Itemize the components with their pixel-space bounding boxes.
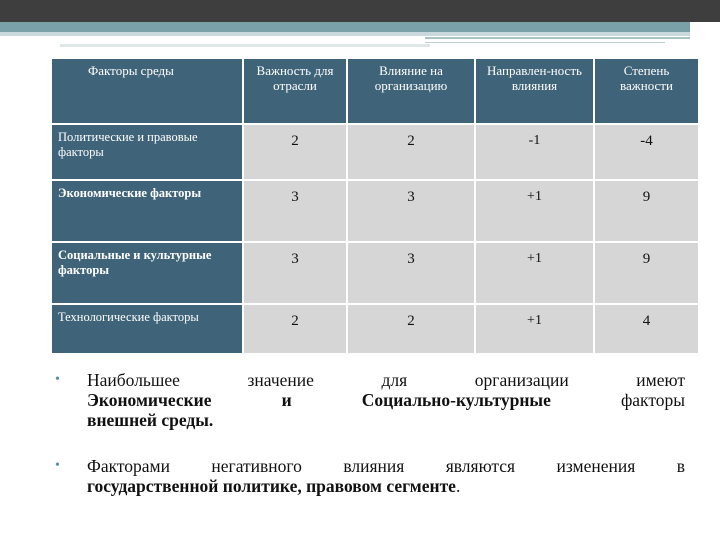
cell-importance: 2 (244, 125, 346, 179)
cell-influence: 3 (348, 243, 474, 303)
cell-degree: 9 (595, 243, 698, 303)
bullet-1-mid: факторы (620, 390, 686, 410)
top-light-band (0, 32, 720, 36)
decor-line (425, 37, 720, 39)
header-degree: Степень важности (595, 59, 698, 123)
table-row (52, 305, 698, 353)
bullet-2-bold: государственной политике, правовом сегменте (87, 476, 456, 496)
header-influence: Влияние на организацию (348, 59, 474, 123)
cell-importance: 3 (244, 181, 346, 241)
table-row (52, 125, 698, 179)
row-label: Технологические факторы (52, 305, 242, 353)
cell-influence: 2 (348, 125, 474, 179)
cell-importance: 3 (244, 243, 346, 303)
bullet-1-bold-factors: Экономические и Социально-культурные (87, 390, 551, 410)
corner-block (690, 22, 720, 52)
cell-importance: 2 (244, 305, 346, 353)
factors-table (50, 57, 700, 355)
conclusions-list (55, 370, 685, 496)
cell-influence: 2 (348, 305, 474, 353)
cell-direction: +1 (476, 305, 593, 353)
bullet-2-line-1: Факторами негативного влияния являются изменения в (87, 456, 685, 476)
cell-degree: 9 (595, 181, 698, 241)
bullet-1-line-2 (87, 390, 685, 410)
table-row (52, 181, 698, 241)
cell-direction: -1 (476, 125, 593, 179)
header-importance: Важность для отрасли (244, 59, 346, 123)
bullet-dot-icon: • (55, 458, 60, 473)
bullet-1-line-1: Наибольшее значение для организации имеют (87, 370, 685, 390)
cell-influence: 3 (348, 181, 474, 241)
header-direction: Направлен-ность влияния (476, 59, 593, 123)
table-header-row (52, 59, 698, 123)
top-teal-band (0, 22, 720, 32)
cell-degree: -4 (595, 125, 698, 179)
row-label: Политические и правовые факторы (52, 125, 242, 179)
cell-direction: +1 (476, 181, 593, 241)
bullet-item (55, 370, 685, 430)
cell-degree: 4 (595, 305, 698, 353)
decor-line-2 (425, 42, 665, 43)
bullet-2-end: . (455, 476, 461, 496)
table-row (52, 243, 698, 303)
top-dark-band (0, 0, 720, 22)
bullet-item (55, 456, 685, 496)
row-label: Экономические факторы (52, 181, 242, 241)
bullet-1-bold-env: внешней среды. (87, 410, 214, 430)
row-label: Социальные и культурные факторы (52, 243, 242, 303)
bullet-dot-icon: • (55, 372, 60, 387)
cell-direction: +1 (476, 243, 593, 303)
header-factors: Факторы среды (52, 59, 242, 123)
decor-line-3 (60, 44, 430, 47)
